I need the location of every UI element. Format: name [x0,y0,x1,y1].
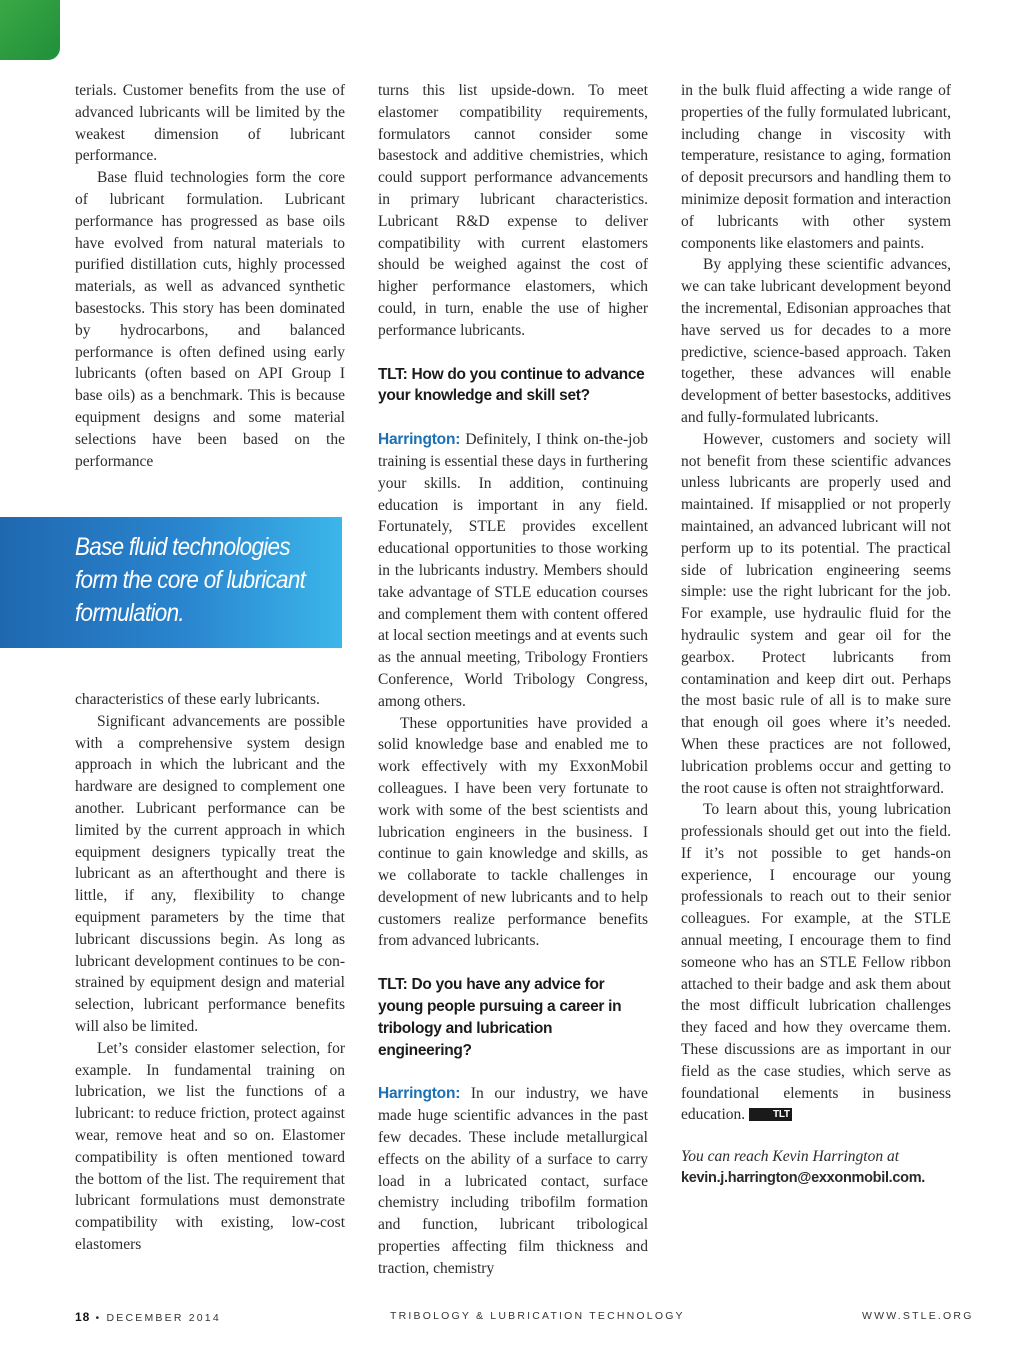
paragraph: turns this list upside-down. To meet elastomer compatibility requirements, formulators cannot consider some basestock and additive chemistries, which could support performance advancements in primary lubricant characteristics. Lubricant R&D expense to deliver compatibility with current elastomers should be weighed against the cost of higher performance elastomers, which could, in turn, enable the use of higher performance lubricants. [378,82,648,339]
tlt-end-mark-icon: TLT [749,1108,792,1121]
column-1-top [75,80,345,472]
issue-date: DECEMBER 2014 [106,1312,221,1324]
paragraph: terials. Customer benefits from the use of advanced lubricants will be limited by the weakest dimension of lubricant performance. [75,82,345,165]
speaker-label: Harrington: [378,431,461,449]
speaker-label: Harrington: [378,1085,461,1103]
paragraph-text: To learn about this, young lubrication professionals should get out into the field. If it’s not possible to get hands-on experience, I encourage our young professionals to reach out to their senior colleagues. For example, at the STLE annual meeting, I encourage them to find someone who has an STLE Fellow ribbon attached to their badge and ask them about the most difficult lubrication challenges they faced and how they overcame them. These discussions are as important in our field as the case studies, which serve as foundational elements in business education. [681,801,951,1124]
paragraph: characteristics of these early lubricants. [75,691,320,708]
paragraph: However, customers and society will not benefit from these scientific advances unless lubricants are properly used and maintained. If misapplied or not properly maintained, an advanced lubricant will not perform up to its potential. The practical side of lubrication engineering seems simple: use the right lubricant for the job. For example, use hydraulic fluid for the hydraulic system and gear oil for the gearbox. Protect lubricants from contamination and keep dirt out. Perhaps the most basic rule of all is to make sure that enough oil goes where it’s needed. When these practices are not followed, lubrication problems occur and getting to the root cause is often not straightforward. [681,430,951,797]
answer-text: Definitely, I think on-the-job training is essential these days in furthering your skills. In addition, continuing education is important in any field. Fortunately, STLE provides excellent educational opportunities to those working in the lubricants industry. Members should take advantage of STLE education courses and complement them with content offered at local section meetings and at events such as the annual meeting, Tribology Frontiers Conference, World Tribology Congress, among others. [378,431,648,710]
answer-paragraph [378,429,648,712]
column-1-bottom [75,689,345,1256]
section-tab [0,0,60,60]
answer-text: In our industry, we have made huge scientific advances in the past few decades. These include metallurgical effects on the ability of a surface to carry load in a lubricated contact, surface chemistry including tribofilm formation and function, lubricant tribological properties affecting film thickness and traction, chemistry [378,1085,648,1277]
paragraph: Significant advancements are possible with a comprehensive system design approach in which the lubricant and the hardware are designed to complement one another. Lubricant performance can be limited by the current approach in which equipment designers typically treat the lubricant as an afterthought and there is little, if any, flexibility to change equipment parameters by the time that lubricant discussions begin. As long as lubricant development continues to be constrained by equipment design and material selection, lubricant performance benefits will also be limited. [75,712,345,1035]
interview-question: TLT: Do you have any advice for young people pursuing a career in tribology and lubrication engineering? [378,976,622,1059]
paragraph [681,799,951,1126]
contact-line: You can reach Kevin Harrington at [681,1148,899,1166]
paragraph: By applying these scientific advances, we can take lubricant development beyond the incremental, Edisonian approaches that have served us for decades to a more predictive, science-based approach. Taken together, these advances will enable development of better basestocks, additives and fully-formulated lubricants. [681,256,951,426]
interview-question: TLT: How do you continue to advance your knowledge and skill set? [378,365,645,405]
website: WWW.STLE.ORG [862,1310,974,1322]
paragraph: in the bulk fluid affecting a wide range of properties of the fully formulated lubricant, including change in viscosity with temperature, resistance to aging, formation of deposit precursors and handling them to minimize deposit formation and interaction of lubricants with other system components like elastomers and paints. [681,82,951,252]
paragraph: Let’s consider elastomer selection, for example. In fundamental training on lubrication, we list the functions of a lubricant: to reduce friction, protect against wear, remove heat and so on. Elastomer compatibility is often mentioned toward the bottom of the list. The requirement that lubricant formulations must demonstrate compatibility with existing, low-cost elastomers [75,1039,345,1253]
page-number: 18 [75,1310,91,1324]
column-3 [681,80,951,1190]
pullquote: Base fluid technologies form the core of lubricant formulation. [75,533,306,627]
paragraph: Base fluid technologies form the core of lubricant formulation. Lubricant performance has progressed as base oils have evolved from natural materials to purified distillation cuts, highly processed materials, as well as advanced synthetic basestocks. This story has been dominated by hydrocarbons, and balanced performance is often defined using early lubricants (often based on API Group I base oils) as a benchmark. This is because equipment designs and some material selections have been based on the performance [75,169,345,470]
column-2 [378,80,648,1280]
paragraph: These opportunities have provided a solid knowledge base and enabled me to work effectively with my ExxonMobil colleagues. I have been very fortunate to work with some of the best scientists and lubrication engineers in the business. I continue to gain knowledge and skills, as we collaborate to tackle challenges in development of new lubricants and to help customers realize performance benefits from advanced lubricants. [378,714,648,950]
footer-left [75,1310,221,1324]
answer-paragraph [378,1083,648,1279]
contact-email: kevin.j.harrington@exxonmobil.com. [681,1170,926,1187]
footer-separator: • [95,1312,102,1324]
publication-name: TRIBOLOGY & LUBRICATION TECHNOLOGY [390,1310,685,1322]
